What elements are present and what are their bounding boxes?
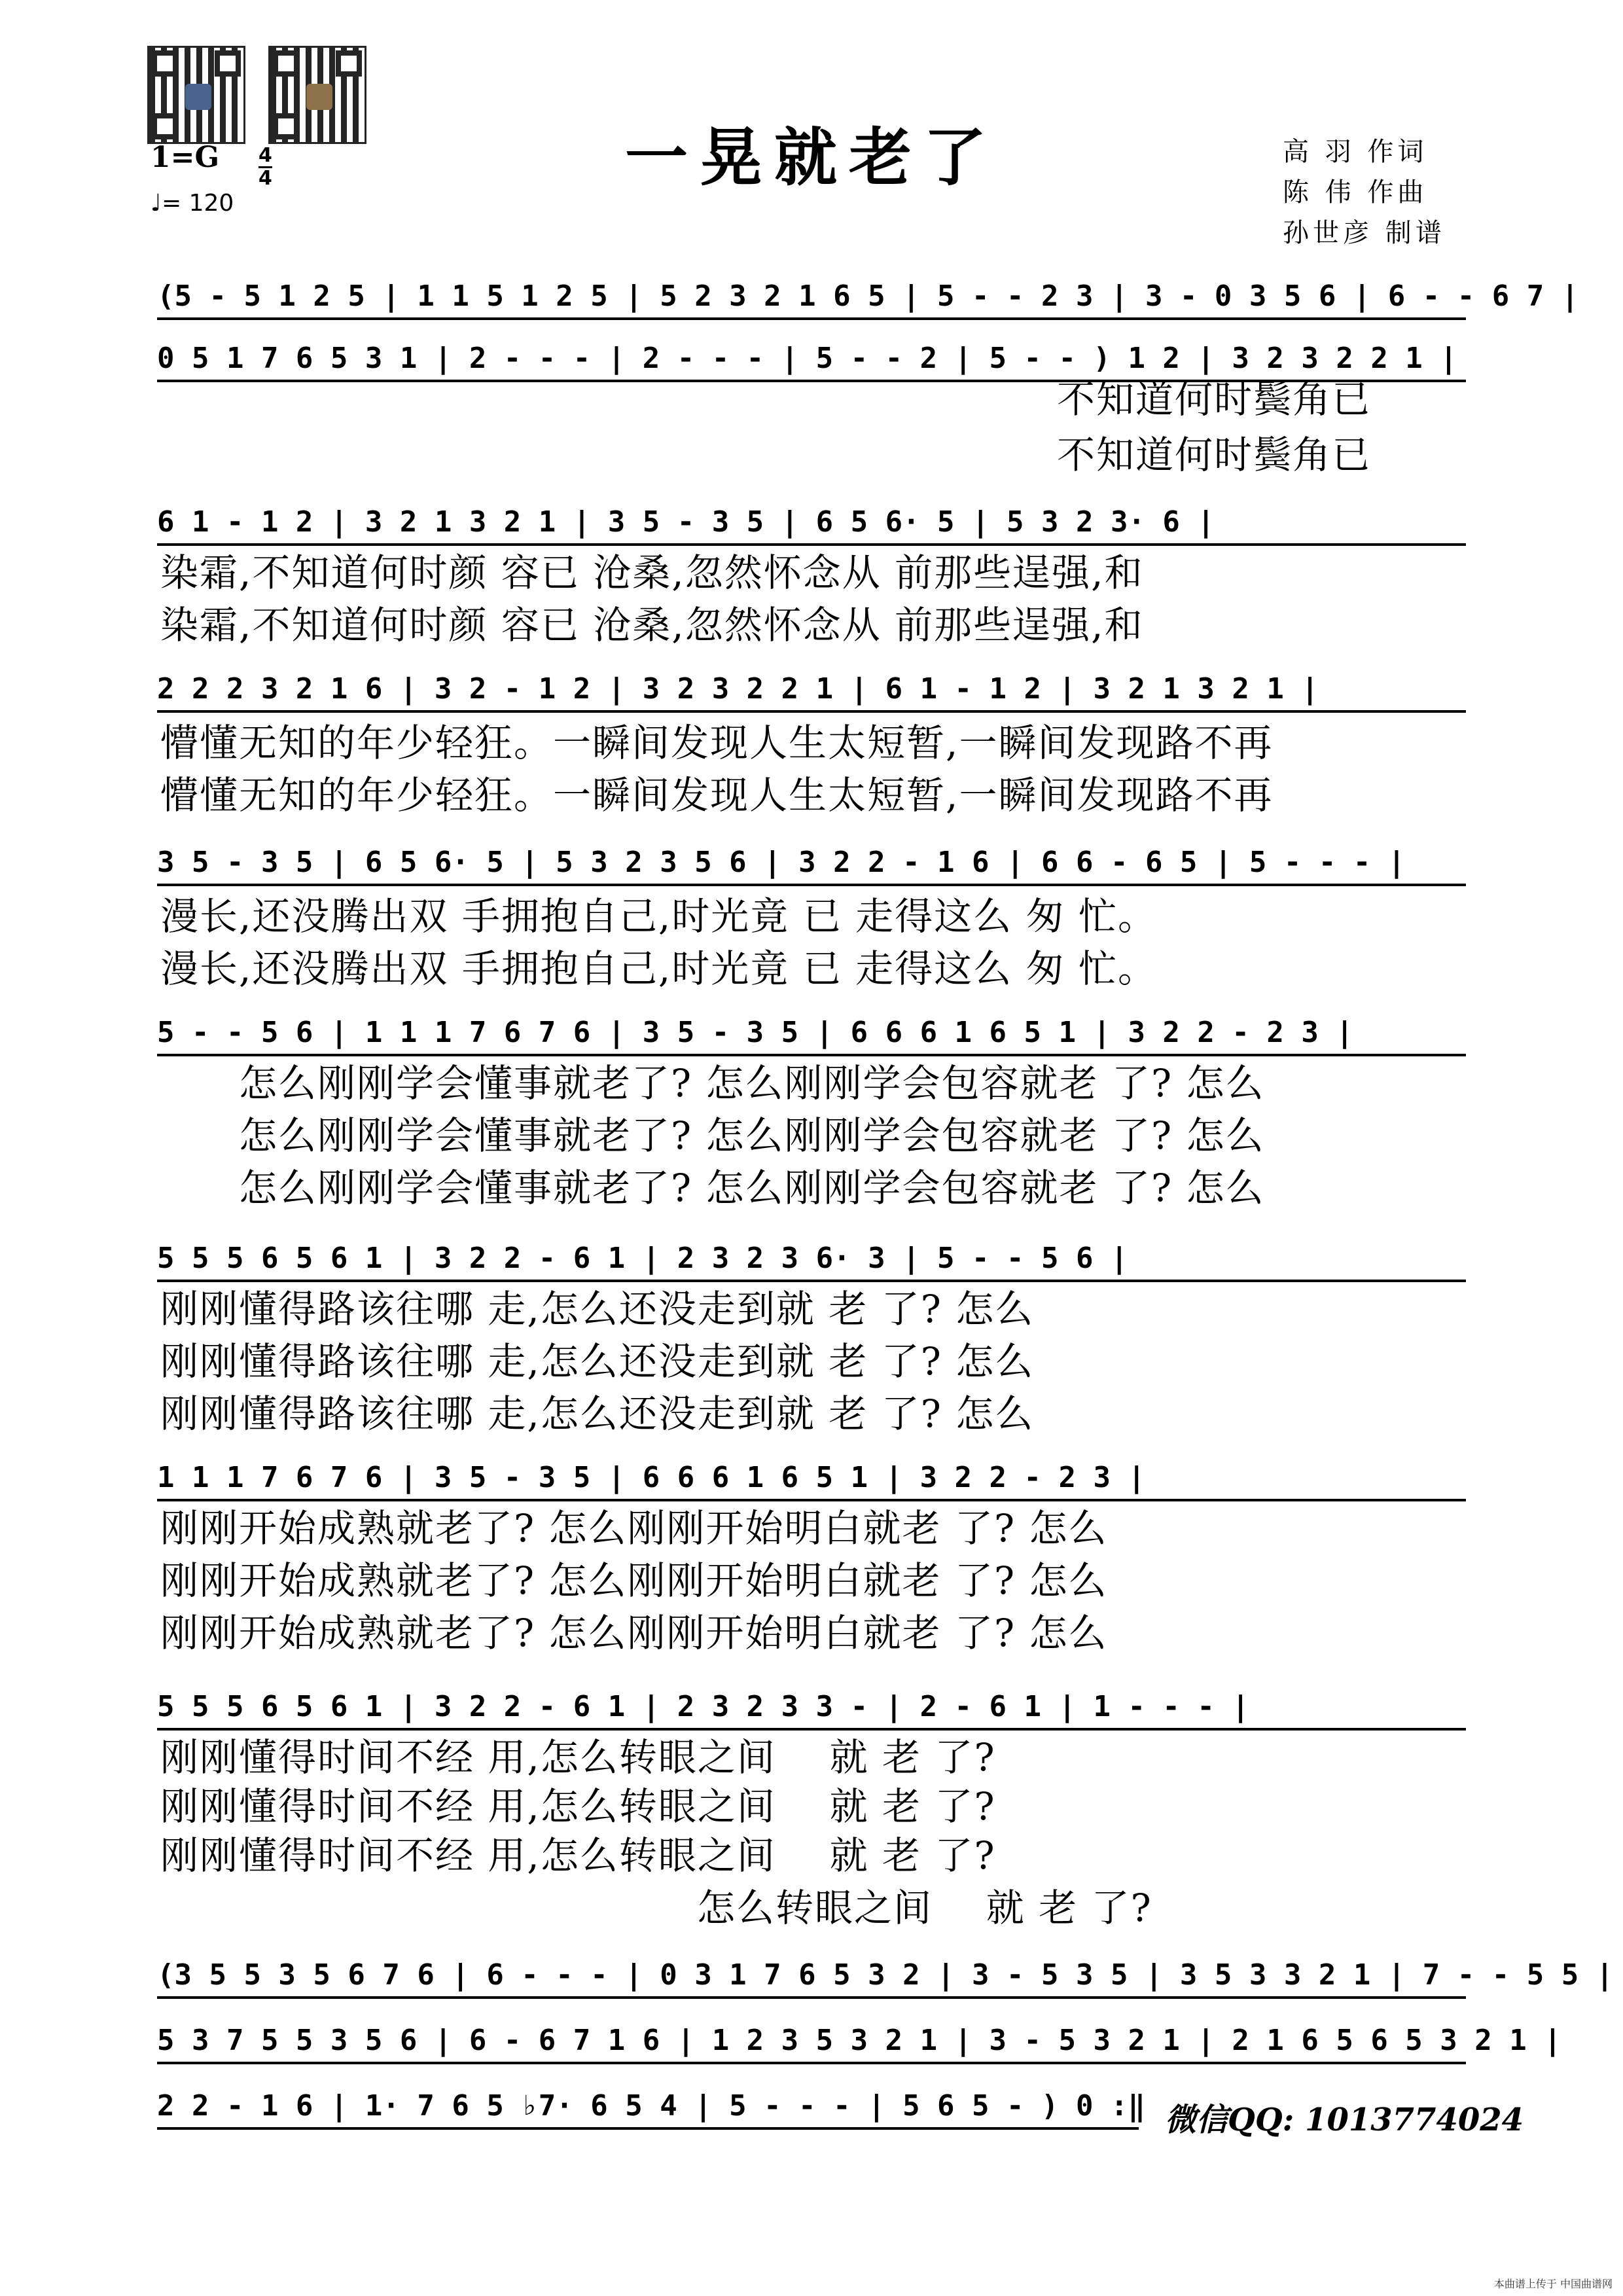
time-signature-top: 4 (259, 144, 272, 167)
lyric-line: 怎么刚刚学会懂事就老了? 怎么刚刚学会包容就老 了? 怎么 (239, 1113, 1265, 1158)
notation-row-5: 3 5 - 3 5 | 6 5 6· 5 | 5 3 2 3 5 6 | 3 2 2 - 1 6 | 6 6 - 6 5 | 5 - - - | (157, 844, 1466, 886)
lyric-line: 刚刚懂得时间不经 用,怎么转眼之间 就 老 了? (160, 1784, 996, 1829)
arranger-credit: 孙世彦 制谱 (1283, 218, 1446, 248)
notation-row-9: 5 5 5 6 5 6 1 | 3 2 2 - 6 1 | 2 3 2 3 3 - | 2 - 6 1 | 1 - - - | (157, 1689, 1466, 1731)
lyric-line: 漫长,还没腾出双 手拥抱自己,时光竟 已 走得这么 匆 忙。 (160, 946, 1158, 991)
lyric-line: 刚刚懂得路该往哪 走,怎么还没走到就 老 了? 怎么 (160, 1339, 1035, 1384)
lyric-line: 刚刚懂得路该往哪 走,怎么还没走到就 老 了? 怎么 (160, 1287, 1035, 1331)
lyric-line: 刚刚开始成熟就老了? 怎么刚刚开始明白就老 了? 怎么 (160, 1506, 1108, 1551)
lyric-line: 不知道何时鬓角已 (1057, 377, 1372, 422)
lyric-line: 漫长,还没腾出双 手拥抱自己,时光竟 已 走得这么 匆 忙。 (160, 894, 1158, 939)
song-title: 一晃就老了 (625, 120, 998, 194)
lyric-line: 刚刚懂得时间不经 用,怎么转眼之间 就 老 了? (160, 1833, 996, 1878)
lyric-line: 染霜,不知道何时颜 容已 沧桑,忽然怀念从 前那些逞强,和 (160, 550, 1144, 595)
lyricist-credit: 高 羽 作词 (1283, 137, 1428, 167)
lyric-line: 怎么转眼之间 就 老 了? (697, 1886, 1152, 1930)
lyric-line: 刚刚开始成熟就老了? 怎么刚刚开始明白就老 了? 怎么 (160, 1611, 1108, 1655)
notation-row-6: 5 - - 5 6 | 1 1 1 7 6 7 6 | 3 5 - 3 5 | 6 6 6 1 6 5 1 | 3 2 2 - 2 3 | (157, 1014, 1466, 1056)
contact-info: 微信QQ: 1013774024 (1165, 2102, 1524, 2138)
key-signature: 1=G (151, 141, 220, 174)
lyric-line: 刚刚懂得路该往哪 走,怎么还没走到就 老 了? 怎么 (160, 1391, 1035, 1436)
notation-row-8: 1 1 1 7 6 7 6 | 3 5 - 3 5 | 6 6 6 1 6 5 1 | 3 2 2 - 2 3 | (157, 1460, 1466, 1501)
notation-row-11: 5 3 7 5 5 3 5 6 | 6 - 6 7 1 6 | 1 2 3 5 3 2 1 | 3 - 5 3 2 1 | 2 1 6 5 6 5 3 2 1 | (157, 2022, 1466, 2064)
lyric-line: 懵懂无知的年少轻狂。一瞬间发现人生太短暂,一瞬间发现路不再 (160, 721, 1274, 765)
upload-note: 本曲谱上传于 中国曲谱网 (1493, 2278, 1613, 2290)
lyric-line: 不知道何时鬓角已 (1057, 433, 1372, 477)
notation-row-10: (3 5 5 3 5 6 7 6 | 6 - - - | 0 3 1 7 6 5 3 2 | 3 - 5 3 5 | 3 5 3 3 2 1 | 7 - - 5 5 | (157, 1957, 1466, 1999)
composer-credit: 陈 伟 作曲 (1283, 177, 1428, 207)
notation-row-12: 2 2 - 1 6 | 1· 7 6 5 ♭7· 6 5 4 | 5 - - - | 5 6 5 - ) 0 :‖ (157, 2088, 1139, 2130)
time-signature-bottom: 4 (259, 167, 272, 190)
lyric-line: 怎么刚刚学会懂事就老了? 怎么刚刚学会包容就老 了? 怎么 (239, 1166, 1265, 1210)
notation-row-3: 6 1 - 1 2 | 3 2 1 3 2 1 | 3 5 - 3 5 | 6 5 6· 5 | 5 3 2 3· 6 | (157, 504, 1466, 546)
lyric-line: 染霜,不知道何时颜 容已 沧桑,忽然怀念从 前那些逞强,和 (160, 603, 1144, 647)
lyric-line: 怎么刚刚学会懂事就老了? 怎么刚刚学会包容就老 了? 怎么 (239, 1061, 1265, 1105)
lyric-line: 懵懂无知的年少轻狂。一瞬间发现人生太短暂,一瞬间发现路不再 (160, 773, 1274, 817)
notation-row-4: 2 2 2 3 2 1 6 | 3 2 - 1 2 | 3 2 3 2 2 1 | 6 1 - 1 2 | 3 2 1 3 2 1 | (157, 671, 1466, 713)
notation-row-2: 0 5 1 7 6 5 3 1 | 2 - - - | 2 - - - | 5 - - 2 | 5 - - ) 1 2 | 3 2 3 2 2 1 | (157, 340, 1466, 382)
tempo-marking: ♩= 120 (151, 190, 234, 217)
notation-row-1: (5 - 5 1 2 5 | 1 1 5 1 2 5 | 5 2 3 2 1 6 5 | 5 - - 2 3 | 3 - 0 3 5 6 | 6 - - 6 7 | (157, 278, 1466, 320)
lyric-line: 刚刚开始成熟就老了? 怎么刚刚开始明白就老 了? 怎么 (160, 1558, 1108, 1603)
notation-row-7: 5 5 5 6 5 6 1 | 3 2 2 - 6 1 | 2 3 2 3 6· 3 | 5 - - 5 6 | (157, 1240, 1466, 1282)
lyric-line: 刚刚懂得时间不经 用,怎么转眼之间 就 老 了? (160, 1735, 996, 1780)
